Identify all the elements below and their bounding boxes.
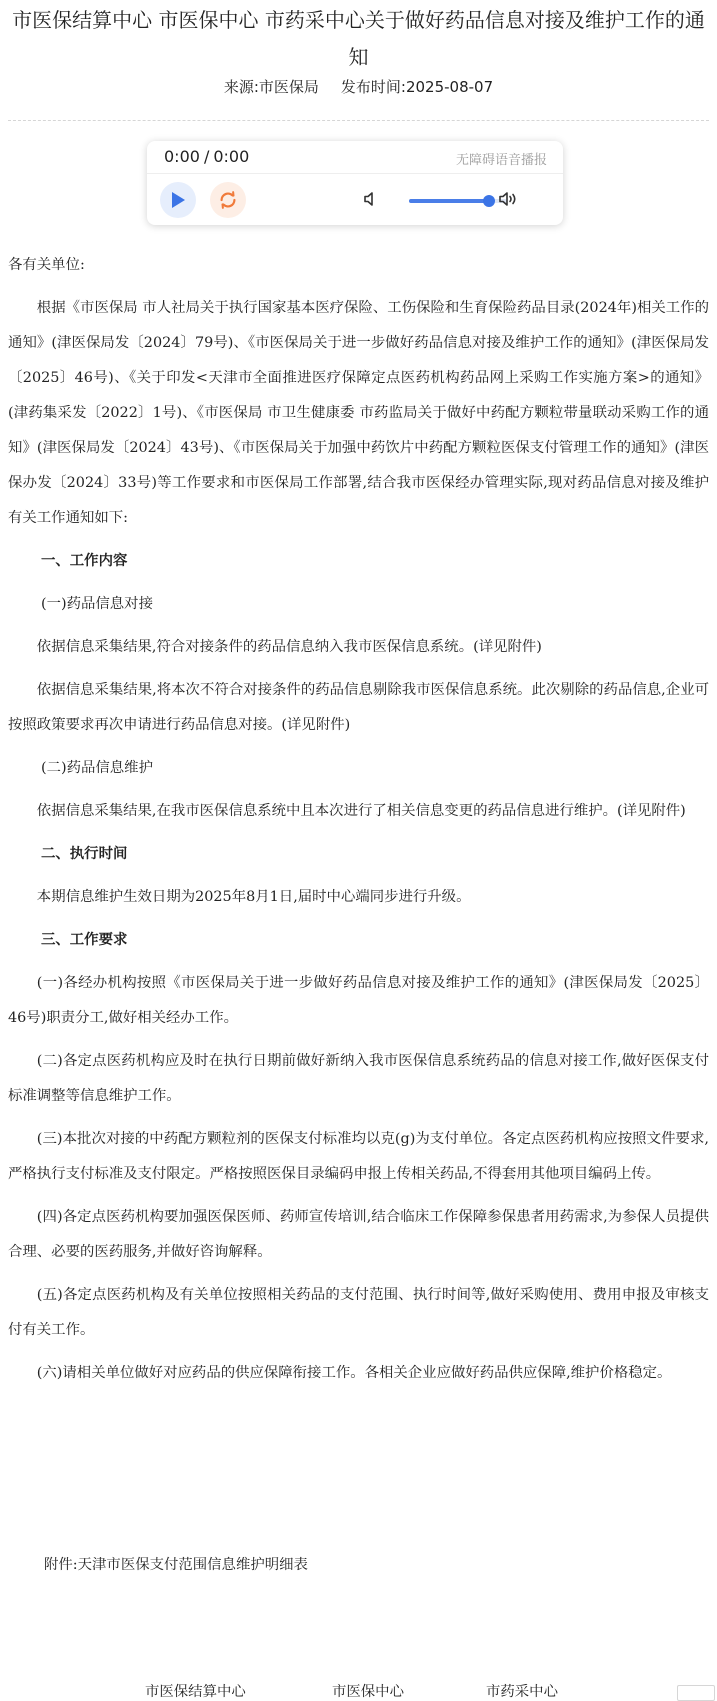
source-value: 市医保局 [258,78,319,96]
loop-icon [217,189,239,211]
attachment-label: 附件: [44,1557,78,1573]
attachment-link[interactable]: 天津市医保支付范围信息维护明细表 [77,1557,308,1573]
player-divider [147,173,563,174]
salutation: 各有关单位: [8,257,85,273]
paragraph: (三)本批次对接的中药配方颗粒剂的医保支付标准均以克(g)为支付单位。各定点医药机构应按照文件要求,严格执行支付标准及支付限定。严格按照医保目录编码申报上传相关药品,不得套用其他项目编码上传。 [8,1131,709,1182]
section-heading-3: 三、工作要求 [41,932,128,948]
volume-slider[interactable] [409,199,507,203]
paragraph: 依据信息采集结果,符合对接条件的药品信息纳入我市医保信息系统。(详见附件) [36,639,542,655]
source-label: 来源: [223,78,259,96]
loop-button[interactable] [210,182,246,218]
volume-low-icon[interactable] [363,191,379,207]
paragraph: (一)各经办机构按照《市医保局关于进一步做好药品信息对接及维护工作的通知》(津医保局发〔2025〕46号)职责分工,做好相关经办工作。 [8,975,709,1026]
intro-paragraph: 根据《市医保局 市人社局关于执行国家基本医疗保险、工伤保险和生育保险药品目录(2024年)相关工作的通知》(津医保局发〔2024〕79号)、《市医保局关于进一步做好药品信息对接及维护工作的通知》(津医保局发〔2025〕46号)、《关于印发<天津市全面推进医疗保障定点医药机构药品网上采购工作实施方案>的通知》(津药集采发〔2022〕1号)、《市医保局 市卫生健康委 市药监局关于做好中药配方颗粒带量联动采购工作的通知》(津医保局发〔2024〕43号)、《市医保局关于加强中药饮片中药配方颗粒医保支付管理工作的通知》(津医保办发〔2024〕33号)等工作要求和市医保局工作部署,结合我市医保经办管理实际,现对药品信息对接及维护有关工作通知如下: [8,300,709,526]
date-label: 发布时间: [340,78,406,96]
footer-org-2: 市医保中心 [332,1684,404,1700]
subsection-heading-1-2: (二)药品信息维护 [41,760,153,776]
paragraph: (六)请相关单位做好对应药品的供应保障衔接工作。各相关企业应做好药品供应保障,维护价格稳定。 [36,1365,672,1381]
volume-fill [409,199,489,203]
paragraph: (二)各定点医药机构应及时在执行日期前做好新纳入我市医保信息系统药品的信息对接工作,做好医保支付标准调整等信息维护工作。 [8,1053,709,1104]
time-display [164,147,249,166]
footer-org-3: 市药采中心 [486,1684,558,1700]
section-heading-1: 一、工作内容 [41,553,128,569]
paragraph: 本期信息维护生效日期为2025年8月1日,届时中心端同步进行升级。 [36,889,471,905]
paragraph: 依据信息采集结果,将本次不符合对接条件的药品信息剔除我市医保信息系统。此次剔除的药品信息,企业可按照政策要求再次申请进行药品信息对接。(详见附件) [8,682,709,733]
footer-org-1: 市医保结算中心 [145,1684,246,1700]
audio-player [147,141,563,225]
publish-date: 2025-08-07 [405,78,494,96]
current-time: 0:00 [164,147,200,166]
volume-handle[interactable] [483,195,495,207]
play-icon [170,191,186,209]
paragraph: 依据信息采集结果,在我市医保信息系统中且本次进行了相关信息变更的药品信息进行维护。(详见附件) [36,803,686,819]
duration: 0:00 [213,147,250,166]
paragraph: (四)各定点医药机构要加强医保医师、药师宣传培训,结合临床工作保障参保患者用药需求,为参保人员提供合理、必要的医药服务,并做好咨询解释。 [8,1209,709,1260]
header-divider [8,120,709,121]
volume-high-icon[interactable] [498,191,520,207]
article-title: 市医保结算中心 市医保中心 市药采中心关于做好药品信息对接及维护工作的通知 [12,8,705,69]
play-button[interactable] [160,182,196,218]
accessibility-audio-link[interactable]: 无障碍语音播报 [455,153,547,168]
attachment-line [44,1553,308,1574]
article-body [8,248,709,1391]
back-to-top-button[interactable] [677,1685,715,1701]
article-meta [0,76,717,97]
time-separator: / [203,147,210,166]
subsection-heading-1-1: (一)药品信息对接 [41,596,153,612]
paragraph: (五)各定点医药机构及有关单位按照相关药品的支付范围、执行时间等,做好采购使用、费用申报及审核支付有关工作。 [8,1287,709,1338]
section-heading-2: 二、执行时间 [41,846,128,862]
